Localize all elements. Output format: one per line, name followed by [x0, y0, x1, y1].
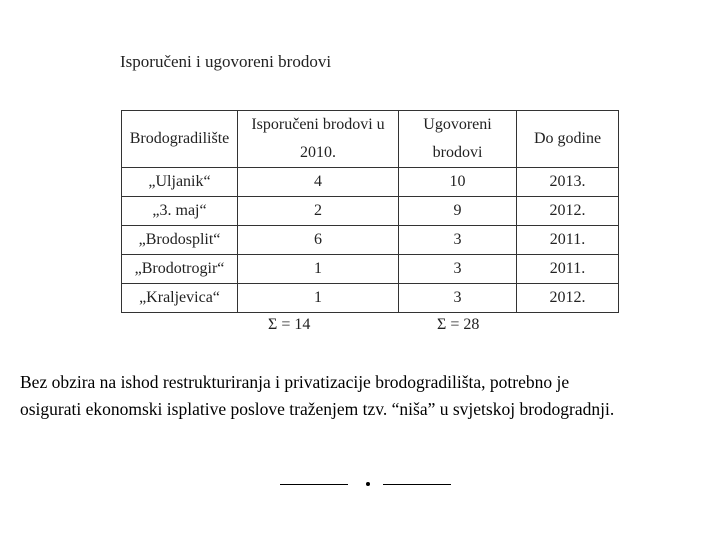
table-cell: „3. maj“ [122, 197, 238, 226]
table-cell: 2013. [517, 168, 619, 197]
table-cell: 1 [238, 284, 399, 313]
header-delivered: Isporučeni brodovi u 2010. [238, 111, 399, 168]
table-caption: Isporučeni i ugovoreni brodovi [120, 52, 332, 71]
footer-line-left [280, 484, 348, 485]
body-paragraph [20, 369, 720, 423]
table-cell: 3 [399, 226, 517, 255]
table-cell: 9 [399, 197, 517, 226]
sum-contracted: Σ = 28 [437, 316, 480, 333]
table-row [122, 197, 619, 226]
table-cell: 6 [238, 226, 399, 255]
table-row [122, 284, 619, 313]
table-cell: „Brodotrogir“ [122, 255, 238, 284]
table-cell: 2011. [517, 226, 619, 255]
sum-delivered: Σ = 14 [268, 316, 311, 333]
table-cell: 4 [238, 168, 399, 197]
table-cell: „Kraljevica“ [122, 284, 238, 313]
table-cell: 3 [399, 255, 517, 284]
table-row [122, 168, 619, 197]
table-header-row [122, 111, 619, 168]
shipyard-table [121, 110, 619, 313]
table-cell: 3 [399, 284, 517, 313]
header-contracted: Ugovoreni brodovi [399, 111, 517, 168]
header-shipyard: Brodogradilište [122, 111, 238, 168]
table-row [122, 226, 619, 255]
table-cell: „Uljanik“ [122, 168, 238, 197]
header-until-year: Do godine [517, 111, 619, 168]
table-cell: 2011. [517, 255, 619, 284]
paragraph-line: Bez obzira na ishod restrukturiranja i privatizacije brodogradilišta, potrebno je [20, 372, 570, 392]
table-cell: 2012. [517, 284, 619, 313]
table-cell: 10 [399, 168, 517, 197]
table-cell: 2012. [517, 197, 619, 226]
table-cell: „Brodosplit“ [122, 226, 238, 255]
table-cell: 2 [238, 197, 399, 226]
table-row [122, 255, 619, 284]
table-cell: 1 [238, 255, 399, 284]
footer-dot [366, 482, 370, 486]
paragraph-line: osigurati ekonomski isplative poslove traženjem tzv. “niša” u svjetskoj brodogradnji. [20, 399, 615, 419]
footer-line-right [383, 484, 451, 485]
